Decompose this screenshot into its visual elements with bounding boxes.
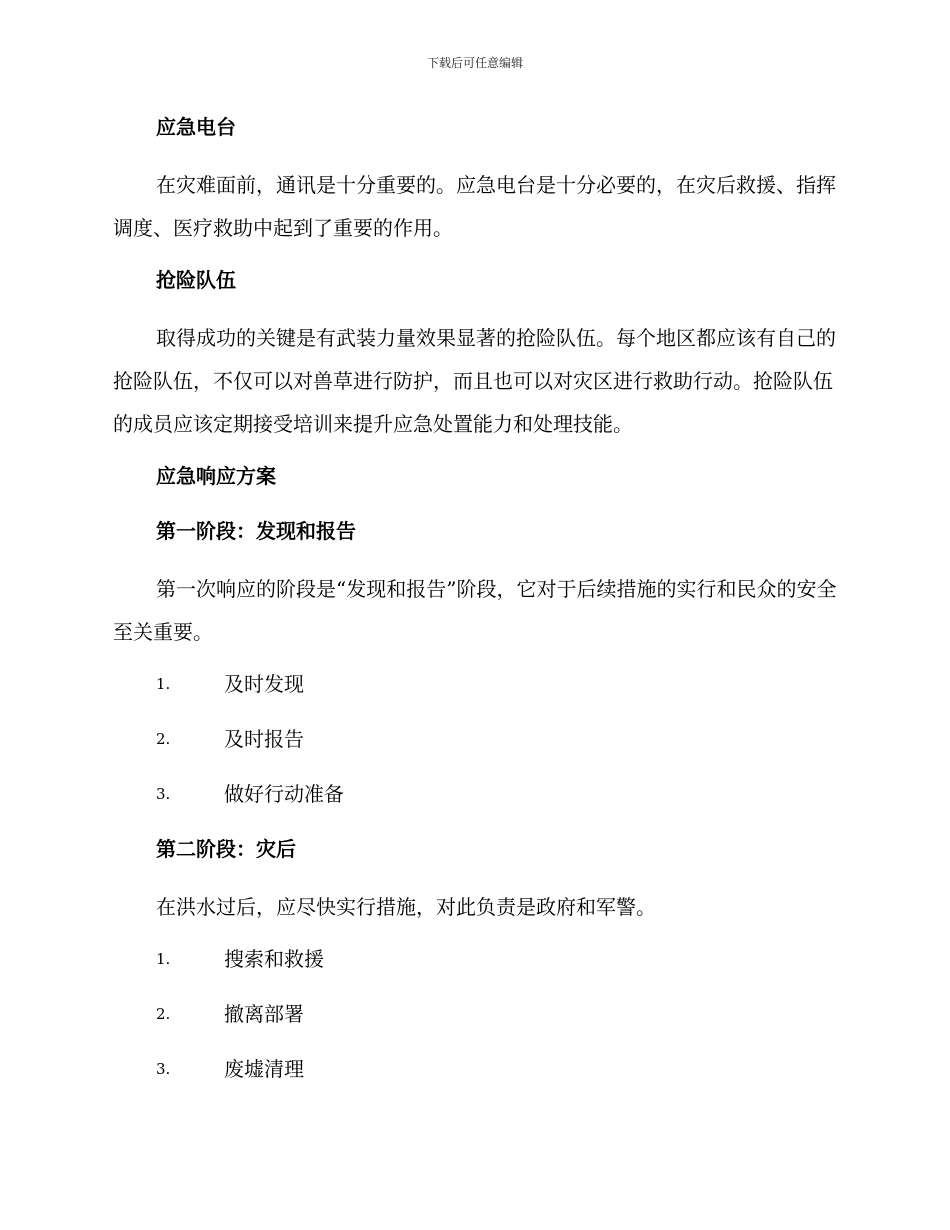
list-item (113, 776, 838, 812)
heading-response-plan: 应急响应方案 (156, 464, 276, 488)
list-item (113, 1051, 838, 1087)
list-text: 废墟清理 (224, 1057, 304, 1081)
paragraph-rescue-team: 取得成功的关键是有武装力量效果显著的抢险队伍。每个地区都应该有自己的抢险队伍，不仅可以对兽草进行防护，而且也可以对灾区进行救助行动。抢险队伍的成员应该定期接受培训来提升应急处置能力和处理技能。 (113, 326, 836, 436)
list-number: 3. (156, 785, 171, 803)
list-number: 3. (156, 1060, 171, 1078)
paragraph-emergency-radio: 在灾难面前，通讯是十分重要的。应急电台是十分必要的，在灾后救援、指挥调度、医疗救助中起到了重要的作用。 (113, 173, 836, 240)
list-text: 及时报告 (224, 727, 304, 751)
list-number: 1. (156, 675, 171, 693)
list-text: 及时发现 (224, 672, 304, 696)
heading-emergency-radio: 应急电台 (156, 115, 236, 139)
list-number: 1. (156, 950, 171, 968)
heading-phase-1: 第一阶段：发现和报告 (156, 519, 356, 543)
list-item (113, 721, 838, 757)
page-header: 下载后可任意编辑 (426, 56, 523, 70)
heading-rescue-team: 抢险队伍 (156, 268, 236, 292)
list-text: 撤离部署 (224, 1002, 304, 1026)
paragraph-phase-2: 在洪水过后，应尽快实行措施，对此负责是政府和军警。 (156, 895, 656, 919)
list-item (113, 941, 838, 977)
list-number: 2. (156, 1005, 171, 1023)
list-text: 搜索和救援 (224, 947, 324, 971)
list-item (113, 996, 838, 1032)
heading-phase-2: 第二阶段：灾后 (156, 837, 296, 861)
document-body (113, 109, 838, 1106)
list-item (113, 666, 838, 702)
list-number: 2. (156, 730, 171, 748)
list-text: 做好行动准备 (224, 782, 344, 806)
paragraph-phase-1: 第一次响应的阶段是“发现和报告”阶段，它对于后续措施的实行和民众的安全至关重要。 (113, 577, 837, 644)
